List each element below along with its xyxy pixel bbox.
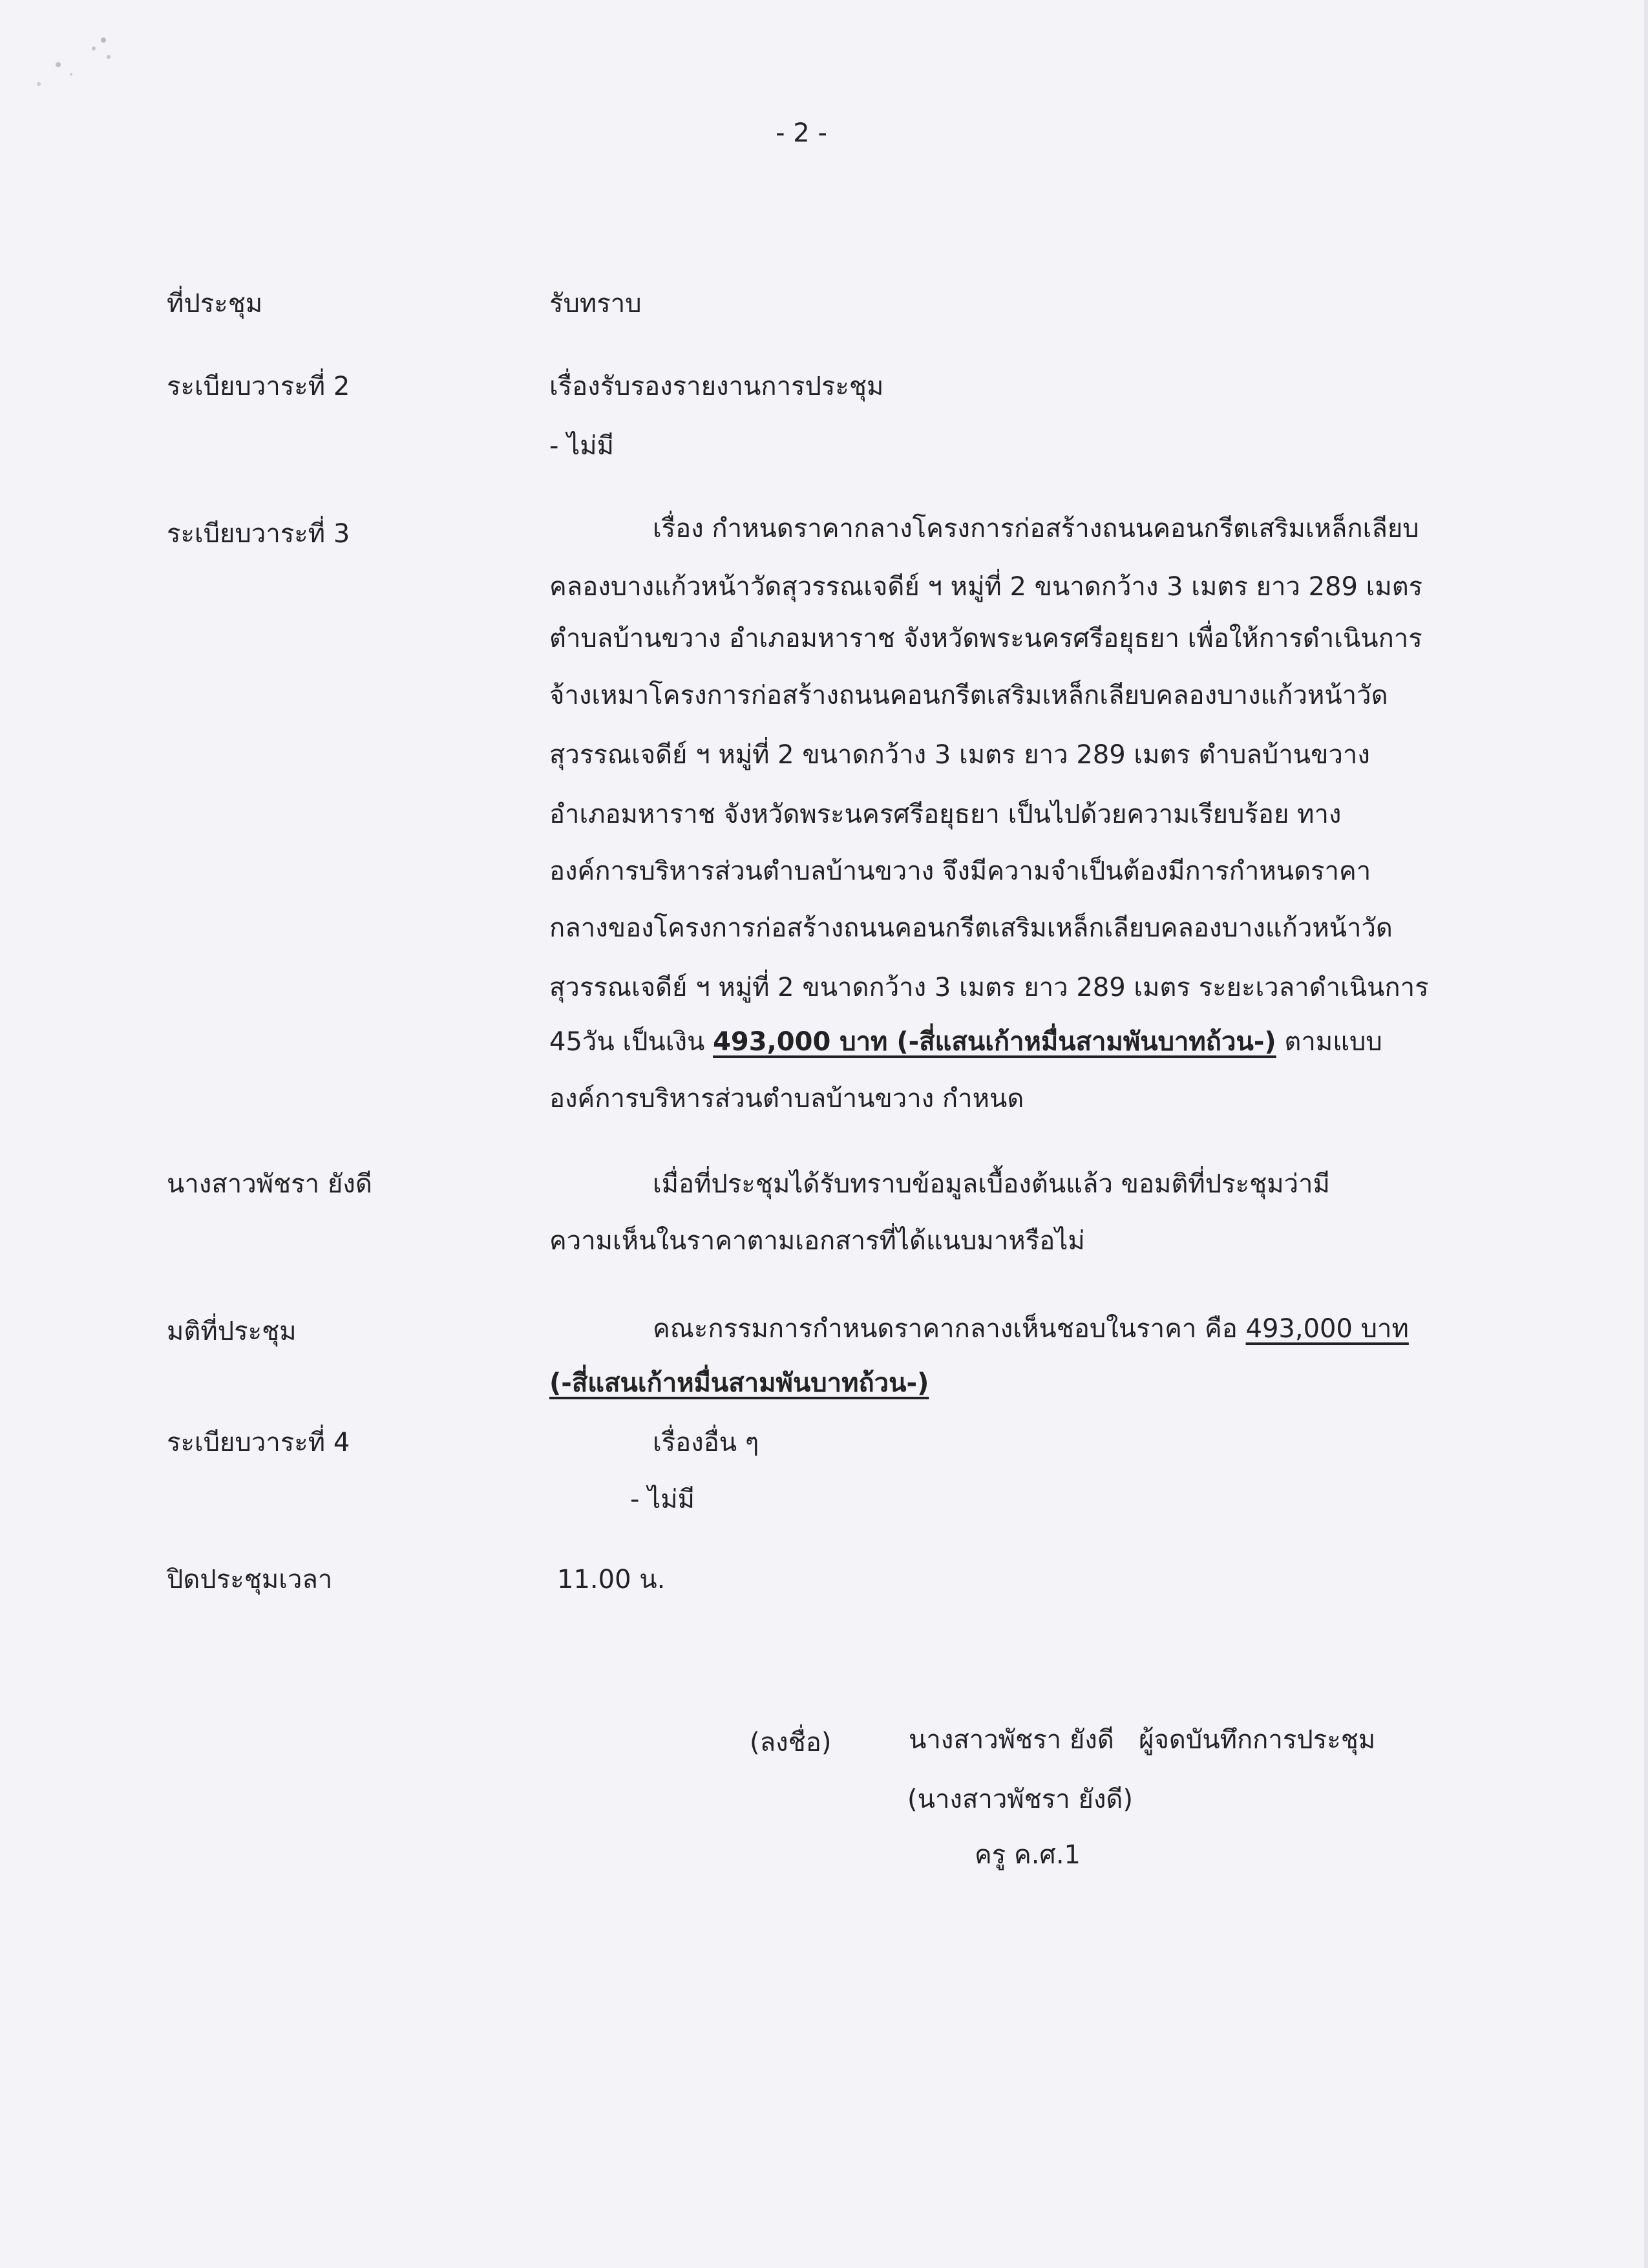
agenda-3-line: สุวรรณเจดีย์ ฯ หมู่ที่ 2 ขนาดกว้าง 3 เมตร ยาว 289 เมตร ระยะเวลาดำเนินการ (549, 973, 1429, 1002)
amount-total: 493,000 บาท (-สี่แสนเก้าหมื่นสามพันบาทถ้วน-) (713, 1027, 1276, 1057)
agenda-3-line: ตำบลบ้านขวาง อำเภอมหาราช จังหวัดพระนครศรีอยุธยา เพื่อให้การดำเนินการ (549, 624, 1422, 653)
speaker-line: เมื่อที่ประชุมได้รับทราบข้อมูลเบื้องต้นแล้ว ขอมติที่ประชุมว่ามี (653, 1169, 1330, 1199)
agenda-3-line: กลางของโครงการก่อสร้างถนนคอนกรีตเสริมเหล็กเลียบคลองบางแก้วหน้าวัด (549, 913, 1393, 943)
agenda-2-item: - ไม่มี (549, 431, 614, 461)
agenda-3-line: องค์การบริหารส่วนตำบลบ้านขวาง กำหนด (549, 1084, 1024, 1114)
resolution-line (653, 1316, 1409, 1342)
agenda-4-item: - ไม่มี (630, 1485, 695, 1514)
agenda-3-label: ระเบียบวาระที่ 3 (167, 519, 350, 549)
agenda-3-line: คลองบางแก้วหน้าวัดสุวรรณเจดีย์ ฯ หมู่ที่ 2 ขนาดกว้าง 3 เมตร ยาว 289 เมตร (549, 572, 1423, 602)
page-number: - 2 - (776, 118, 827, 148)
row-label-meeting: ที่ประชุม (167, 289, 263, 319)
agenda-3-line: อำเภอมหาราช จังหวัดพระนครศรีอยุธยา เป็นไปด้วยความเรียบร้อย ทาง (549, 800, 1342, 829)
agenda-3-line: เรื่อง กำหนดราคากลางโครงการก่อสร้างถนนคอนกรีตเสริมเหล็กเลียบ (653, 514, 1419, 544)
agenda-3-line: องค์การบริหารส่วนตำบลบ้านขวาง จึงมีความจำเป็นต้องมีการกำหนดราคา (549, 856, 1371, 886)
row-text-acknowledged: รับทราบ (549, 289, 642, 319)
agenda-3-line: จ้างเหมาโครงการก่อสร้างถนนคอนกรีตเสริมเหล็กเลียบคลองบางแก้วหน้าวัด (549, 681, 1388, 710)
agenda-3-line-amount (549, 1029, 1448, 1055)
close-time-value: 11.00 น. (557, 1565, 666, 1595)
amount-prefix: 45วัน เป็นเงิน (549, 1027, 713, 1057)
speaker-label: นางสาวพัชรา ยังดี (167, 1169, 372, 1199)
resolution-amount: 493,000 บาท (1245, 1314, 1409, 1344)
scan-specks (26, 26, 116, 97)
agenda-4-title: เรื่องอื่น ๆ (653, 1428, 759, 1457)
signer-role: ผู้จดบันทึกการประชุม (1139, 1725, 1376, 1755)
agenda-3-line: สุวรรณเจดีย์ ฯ หมู่ที่ 2 ขนาดกว้าง 3 เมตร ยาว 289 เมตร ตำบลบ้านขวาง (549, 740, 1370, 770)
sign-label: (ลงชื่อ) (750, 1728, 832, 1757)
amount-suffix: ตามแบบ (1276, 1027, 1382, 1057)
resolution-label: มติที่ประชุม (167, 1317, 297, 1346)
signed-name: นางสาวพัชรา ยังดี (909, 1725, 1114, 1755)
resolution-prefix: คณะกรรมการกำหนดราคากลางเห็นชอบในราคา คือ (653, 1314, 1246, 1344)
signer-position: ครู ค.ศ.1 (975, 1840, 1081, 1870)
speaker-line: ความเห็นในราคาตามเอกสารที่ได้แนบมาหรือไม่ (549, 1226, 1085, 1256)
agenda-2-label: ระเบียบวาระที่ 2 (167, 372, 350, 401)
agenda-2-title: เรื่องรับรองรายงานการประชุม (549, 372, 884, 401)
resolution-amount-words: (-สี่แสนเก้าหมื่นสามพันบาทถ้วน-) (549, 1368, 929, 1398)
signer-name-parenthesized: (นางสาวพัชรา ยังดี) (907, 1785, 1134, 1814)
page-edge-shadow (1644, 0, 1648, 2268)
agenda-4-label: ระเบียบวาระที่ 4 (167, 1428, 350, 1457)
close-time-label: ปิดประชุมเวลา (167, 1565, 333, 1595)
